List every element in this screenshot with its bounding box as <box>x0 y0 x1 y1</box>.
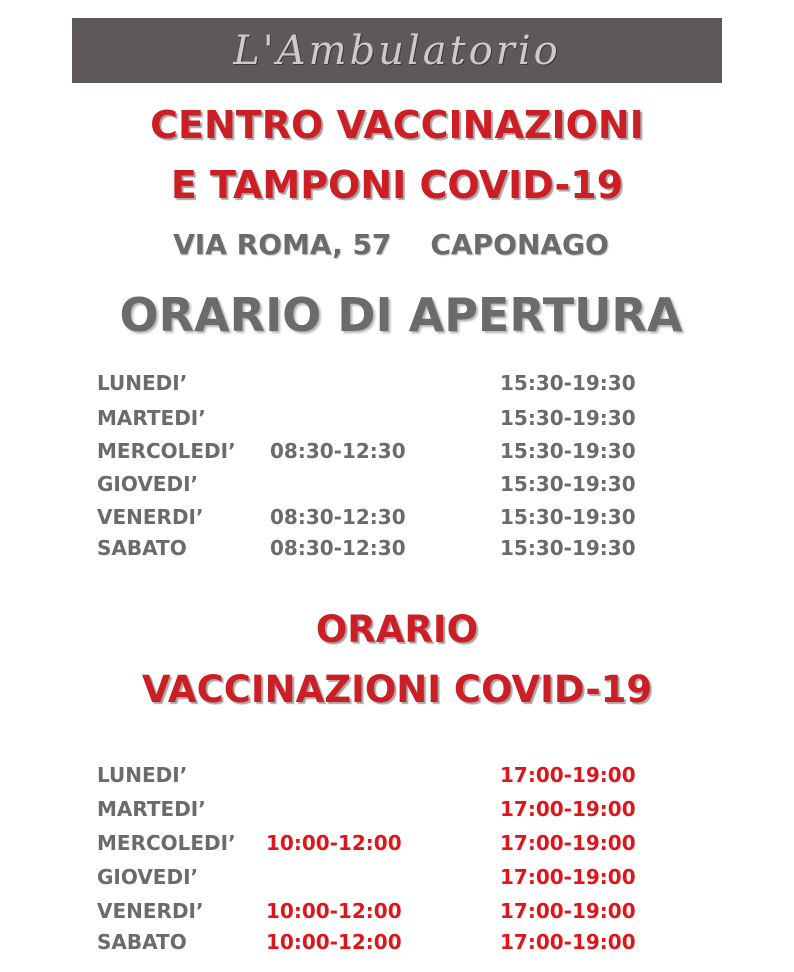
morning-hours: 10:00-12:00 <box>266 899 402 923</box>
schedule-row <box>0 865 794 889</box>
morning-hours: 08:30-12:30 <box>270 439 406 463</box>
day-label: GIOVEDI’ <box>97 865 199 889</box>
vaccination-heading-line-2: VACCINAZIONI COVID-19 <box>141 668 653 711</box>
schedule-row <box>0 472 794 496</box>
title-line-1: CENTRO VACCINAZIONI <box>150 103 644 147</box>
afternoon-hours: 17:00-19:00 <box>500 865 636 889</box>
afternoon-hours: 15:30-19:30 <box>500 536 636 560</box>
day-label: VENERDI’ <box>97 505 204 529</box>
day-label: MERCOLEDI’ <box>97 439 236 463</box>
morning-hours: 08:30-12:30 <box>270 505 406 529</box>
schedule-row <box>0 797 794 821</box>
day-label: LUNEDI’ <box>97 371 188 395</box>
day-label: SABATO <box>97 536 187 560</box>
morning-hours: 08:30-12:30 <box>270 536 406 560</box>
afternoon-hours: 15:30-19:30 <box>500 371 636 395</box>
logo-banner <box>72 18 722 83</box>
address: VIA ROMA, 57 CAPONAGO <box>173 228 609 261</box>
afternoon-hours: 17:00-19:00 <box>500 797 636 821</box>
day-label: MERCOLEDI’ <box>97 831 236 855</box>
afternoon-hours: 15:30-19:30 <box>500 472 636 496</box>
day-label: LUNEDI’ <box>97 763 188 787</box>
afternoon-hours: 17:00-19:00 <box>500 763 636 787</box>
afternoon-hours: 17:00-19:00 <box>500 930 636 954</box>
schedule-row <box>0 406 794 430</box>
day-label: MARTEDI’ <box>97 406 206 430</box>
morning-hours: 10:00-12:00 <box>266 831 402 855</box>
schedule-row <box>0 763 794 787</box>
afternoon-hours: 15:30-19:30 <box>500 505 636 529</box>
schedule-row <box>0 505 794 529</box>
afternoon-hours: 17:00-19:00 <box>500 831 636 855</box>
morning-hours: 10:00-12:00 <box>266 930 402 954</box>
schedule-row <box>0 930 794 954</box>
vaccination-heading-line-1: ORARIO <box>315 608 479 651</box>
opening-hours-heading: ORARIO DI APERTURA <box>119 288 683 342</box>
schedule-row <box>0 371 794 395</box>
afternoon-hours: 17:00-19:00 <box>500 899 636 923</box>
title-line-2: E TAMPONI COVID-19 <box>170 163 624 207</box>
day-label: GIOVEDI’ <box>97 472 199 496</box>
day-label: SABATO <box>97 930 187 954</box>
day-label: VENERDI’ <box>97 899 204 923</box>
schedule-row <box>0 899 794 923</box>
afternoon-hours: 15:30-19:30 <box>500 439 636 463</box>
schedule-row <box>0 439 794 463</box>
schedule-row <box>0 831 794 855</box>
schedule-row <box>0 536 794 560</box>
afternoon-hours: 15:30-19:30 <box>500 406 636 430</box>
logo-text: L'Ambulatorio <box>233 27 561 74</box>
day-label: MARTEDI’ <box>97 797 206 821</box>
